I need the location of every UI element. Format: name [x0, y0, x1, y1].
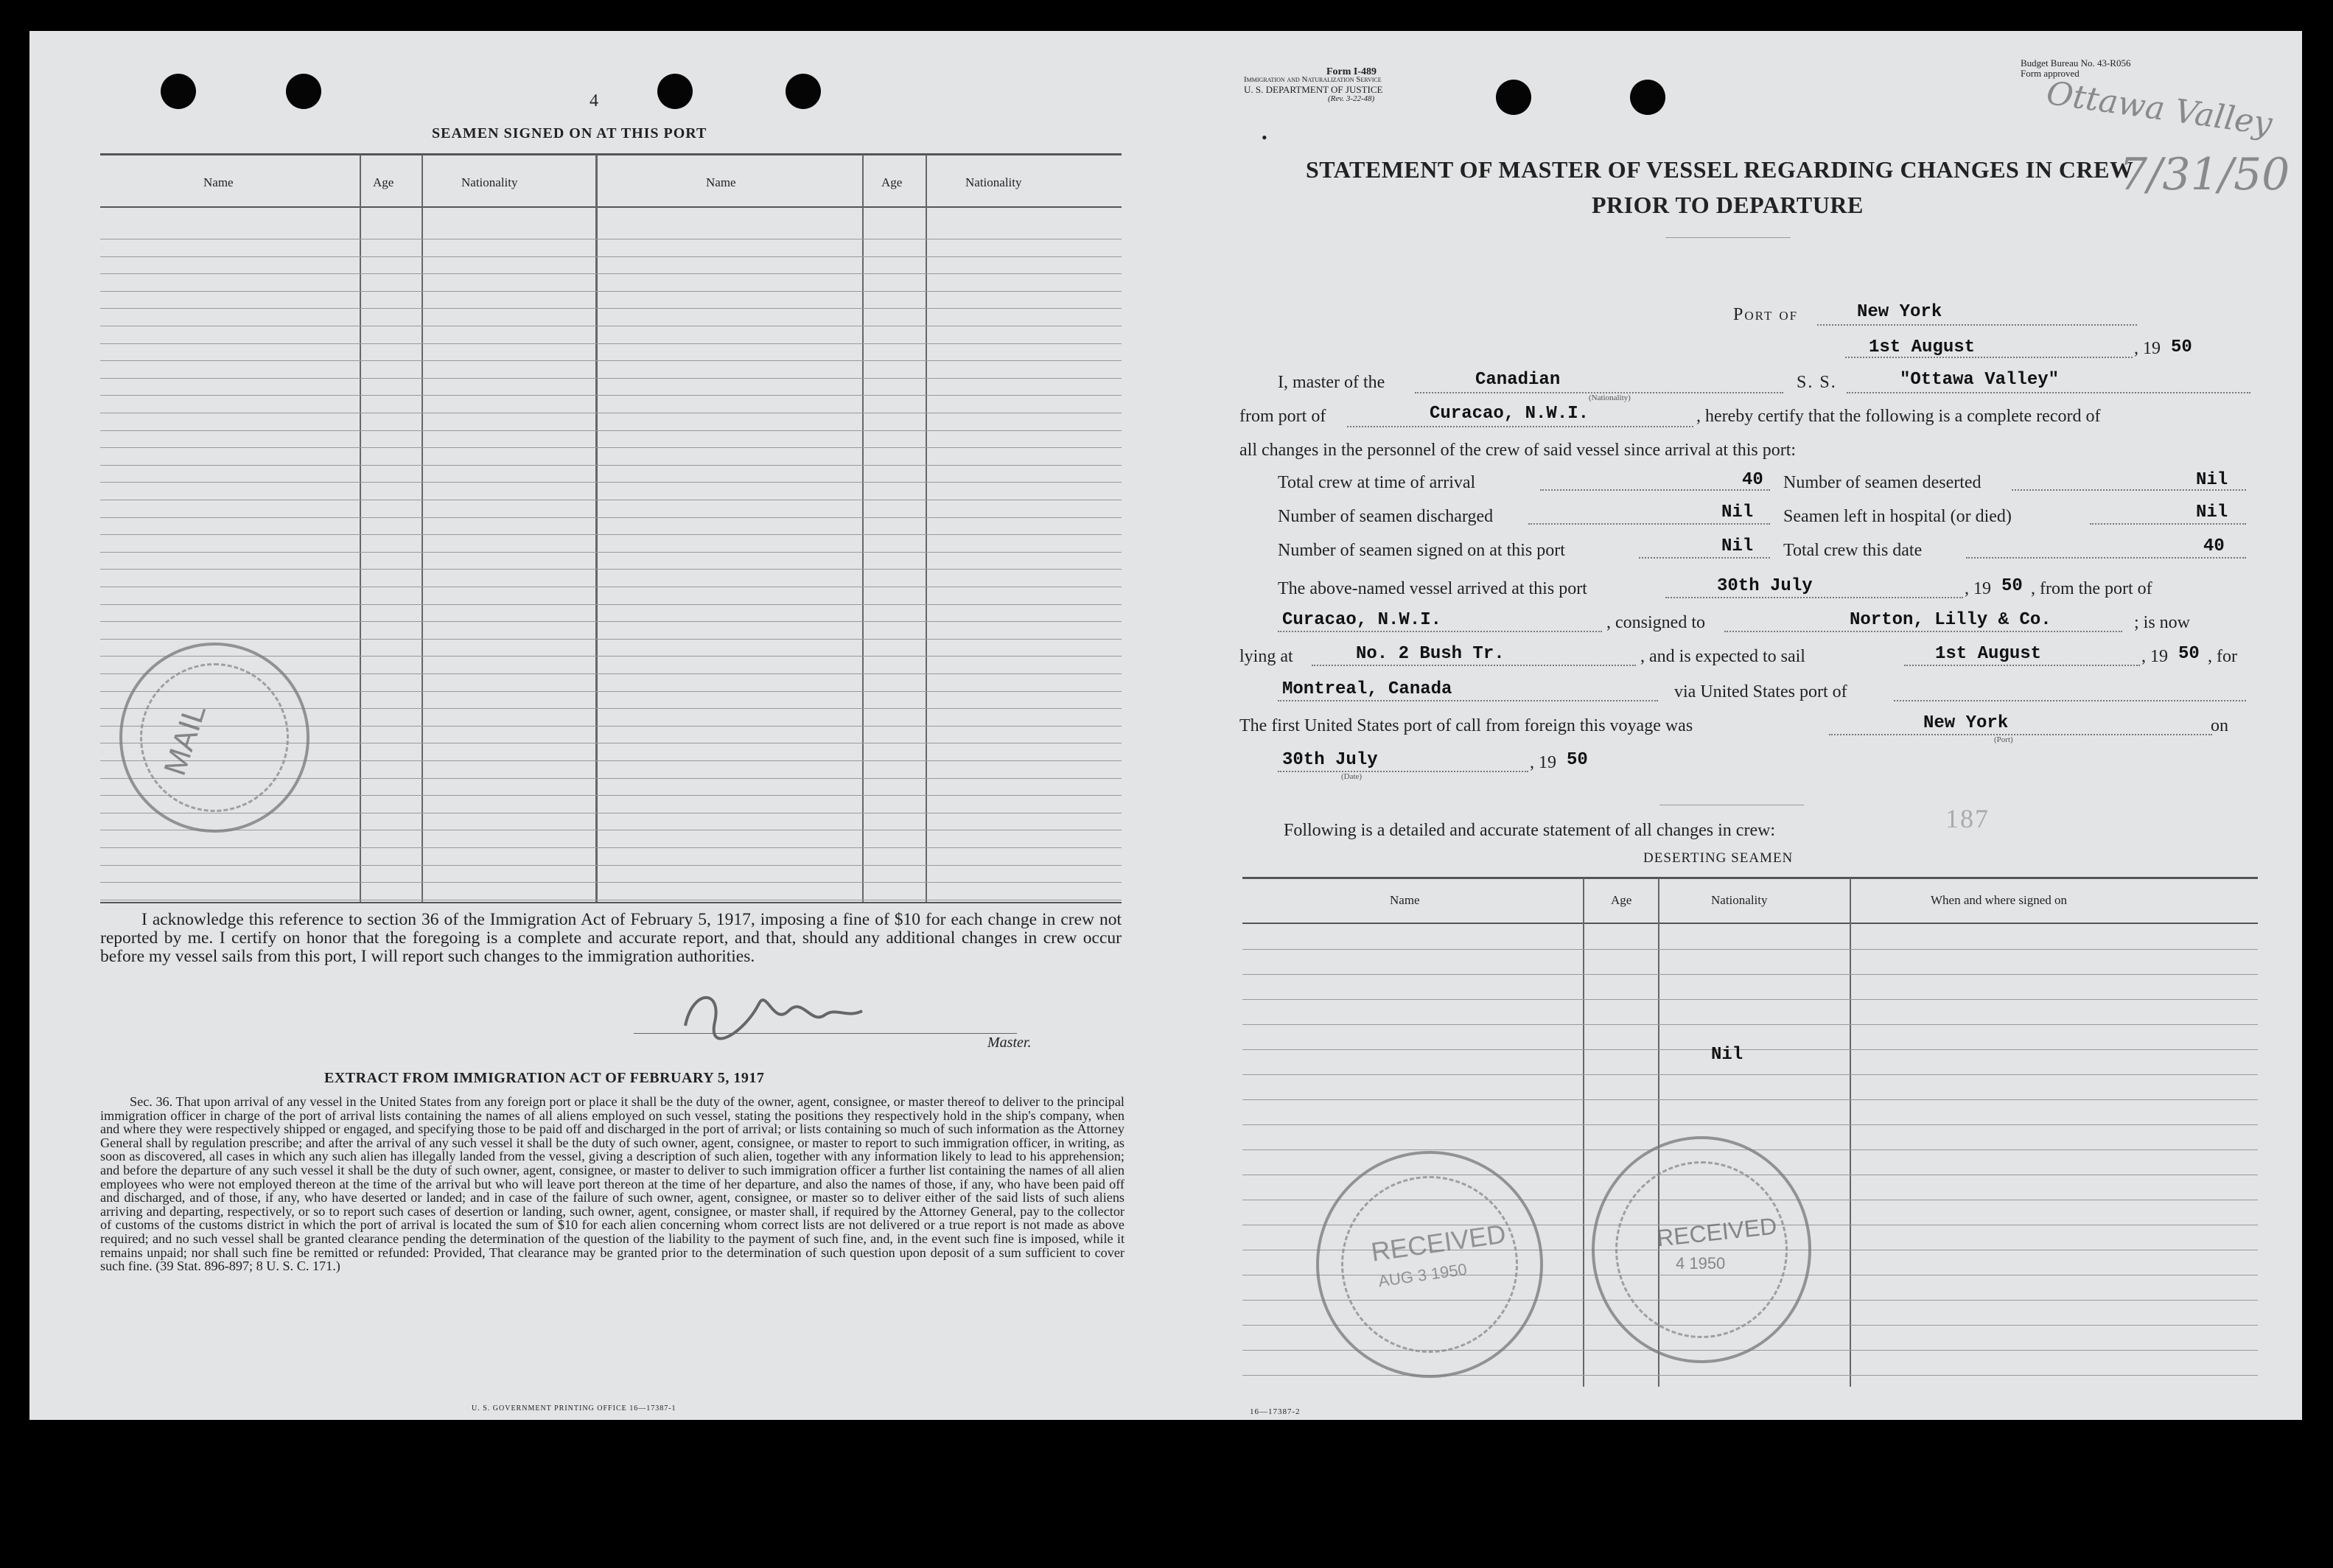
col-header-nationality: Nationality [965, 175, 1022, 189]
sail-date-fill-line [1904, 665, 2140, 666]
deserting-row-line [1242, 1074, 2258, 1075]
certify-text-line2: all changes in the personnel of the crew of said vessel since arrival at this port: [1239, 441, 1797, 460]
arrived-label: The above-named vessel arrived at this port [1278, 579, 1587, 598]
sail-year: 50 [2178, 644, 2200, 664]
mail-stamp [119, 643, 309, 833]
master-label: Master. [987, 1035, 1032, 1051]
form-number: Form I-489 [1326, 66, 1377, 77]
deserting-row-line [1242, 1099, 2258, 1100]
via-port-fill-line [1894, 700, 2246, 701]
page-number: 4 [590, 91, 598, 111]
table-row-line [100, 847, 1122, 848]
from-port-label: from port of [1239, 407, 1326, 426]
seamen-discharged-value: Nil [1721, 503, 1754, 522]
table-row-line [100, 517, 1122, 518]
serial-number: 187 [1945, 804, 1990, 833]
via-label: via United States port of [1674, 682, 1847, 701]
table-row-line [100, 639, 1122, 640]
total-crew-date-label: Total crew this date [1783, 541, 1923, 560]
form-title-line2: PRIOR TO DEPARTURE [1592, 192, 1864, 218]
arrived-year: 50 [2001, 576, 2023, 596]
punch-hole [1496, 80, 1531, 115]
first-port-fill-line [1829, 734, 2212, 735]
deserting-row-line [1242, 974, 2258, 975]
arrived-from-fill-line [1278, 631, 1602, 632]
sail-year-prefix: , 19 [2141, 647, 2168, 666]
punch-hole [786, 74, 821, 109]
table-bottom-rule [100, 902, 1122, 903]
arrived-year-prefix: , 19 [1965, 579, 1991, 598]
dot-leader [1639, 557, 1770, 559]
seamen-deserted-label: Number of seamen deserted [1783, 473, 1982, 492]
from-port-value: Curacao, N.W.I. [1430, 404, 1589, 424]
table-row-line [100, 360, 1122, 361]
punch-hole [286, 74, 321, 109]
table-row-line [100, 447, 1122, 448]
mail-stamp-text: MAIL [157, 699, 213, 780]
deserting-row-line [1242, 1124, 2258, 1125]
table-row-line [100, 395, 1122, 396]
received-stamp-text: RECEIVED [1368, 1218, 1508, 1267]
seamen-discharged-label: Number of seamen discharged [1278, 507, 1494, 526]
table-row-line [100, 343, 1122, 344]
on-label: on [2211, 716, 2228, 735]
is-now-label: ; is now [2134, 613, 2191, 632]
expected-label: , and is expected to sail [1640, 647, 1805, 666]
consignee: Norton, Lilly & Co. [1850, 610, 2052, 630]
document-sheet [29, 31, 2302, 1420]
table-row-line [100, 378, 1122, 379]
extract-text: Sec. 36. That upon arrival of any vessel in the United States from any foreign port or place it shall be the duty of the owner, agent, consignee, or master thereof to deliver to the principal immigration officer in charge of the port of arrival lists containing the names of all aliens employed on such vessel, stating the positions they respectively hold in the ship's company, when and where they were respectively shipped or engaged, and specifying those to be paid off and discharged in the port of arrival; or lists containing so much of such information as the Attorney General shall by regulation prescribe; and after the arrival of any such vessel it shall be the duty of such owner, agent, consignee, or master to report to such immigration officer, in writing, as soon as discovered, all cases in which any such alien has illegally landed from the vessel, giving a description of such alien, together with any information likely to lead to his apprehension; and before the departure of any such vessel it shall be the duty of such owner, agent, consignee, or master to deliver to such immigration officer a further list containing the names of all alien employees who were not employed thereon at the time of the arrival but who will leave port thereon at the time of her departure, and also the names of those, if any, who have been paid off and discharged, and of those, if any, who have deserted or landed; and in case of the failure of such owner, agent, consignee, or master so to deliver either of the said lists of such aliens arriving and departing, respectively, or so to report such cases of desertion or landing, such owner, agent, consignee, or master shall, if required by the Attorney General, pay to the collector of customs of the customs district in which the port of arrival is located the sum of $10 for each alien concerning whom correct lists are not delivered or a true report is not made as above required; and no such vessel shall be granted clearance pending the determination of the question of the liability to the payment of such fine, and, in the event such fine is imposed, while it remains unpaid; nor shall such fine be remitted or refunded: Provided, That clearance may be granted prior to the determination of such question upon deposit of a sum sufficient to cover such fine. (39 Stat. 896-897; 8 U. S. C. 171.) [100, 1094, 1124, 1274]
deserting-nil-value: Nil [1711, 1045, 1743, 1065]
received-stamp-date: AUG 3 1950 [1377, 1259, 1469, 1291]
consigned-label: , consigned to [1606, 613, 1705, 632]
deserting-table-header-rule [1242, 923, 2258, 924]
deserting-col-rule [1850, 878, 1851, 1387]
deserting-table-top [1242, 877, 2258, 879]
handwritten-ship-name: Ottawa Valley [2043, 74, 2275, 144]
arrived-date: 30th July [1717, 576, 1813, 596]
punch-hole [1630, 80, 1665, 115]
date-year-prefix: , 19 [2134, 339, 2161, 358]
master-of-label: I, master of the [1278, 373, 1385, 392]
master-signature-line [634, 1033, 1017, 1034]
gpo-footer: U. S. GOVERNMENT PRINTING OFFICE 16—17387-1 [472, 1404, 676, 1413]
deserting-row-line [1242, 1375, 2258, 1376]
nationality-caption: (Nationality) [1589, 393, 1631, 402]
deserting-row-line [1242, 949, 2258, 950]
port-label: Port of [1733, 305, 1799, 324]
seamen-hospital-value: Nil [2196, 503, 2228, 522]
first-port-date: 30th July [1282, 750, 1378, 770]
table-row-line [100, 273, 1122, 274]
arrived-fill-line [1665, 597, 1963, 598]
destination: Montreal, Canada [1282, 679, 1452, 699]
received-stamp [1316, 1151, 1543, 1378]
table-row-line [100, 291, 1122, 292]
revision-date: (Rev. 3-22-48) [1328, 94, 1375, 103]
arrived-from: Curacao, N.W.I. [1282, 610, 1442, 630]
deserting-title: DESERTING SEAMEN [1643, 850, 1794, 866]
table-row-line [100, 621, 1122, 622]
col-header-nationality: Nationality [461, 175, 518, 189]
date-year-value: 50 [2171, 337, 2192, 357]
punch-hole [161, 74, 196, 109]
table-row-line [100, 882, 1122, 883]
received-stamp-text: RECEIVED [1655, 1212, 1778, 1252]
certify-text: , hereby certify that the following is a complete record of [1696, 407, 2101, 426]
deserting-header-signed-on: When and where signed on [1931, 893, 2068, 907]
section-title: SEAMEN SIGNED ON AT THIS PORT [432, 125, 707, 141]
from-the-port-label: , from the port of [2031, 579, 2152, 598]
agency-line2: U. S. DEPARTMENT OF JUSTICE [1244, 84, 1383, 95]
consignee-fill-line [1724, 631, 2122, 632]
first-port-year-prefix: , 19 [1530, 753, 1556, 772]
table-row-line [100, 534, 1122, 535]
table-row-line [100, 865, 1122, 866]
following-label: Following is a detailed and accurate statement of all changes in crew: [1284, 821, 1776, 840]
dot-leader [1528, 523, 1770, 525]
table-header-rule [100, 206, 1122, 208]
sail-date: 1st August [1935, 644, 2042, 664]
port-value: New York [1857, 302, 1942, 322]
from-port-fill-line [1347, 426, 1693, 427]
dot-leader [1966, 557, 2246, 559]
first-port-label: The first United States port of call from foreign this voyage was [1239, 716, 1693, 735]
deserting-header-nationality: Nationality [1711, 893, 1768, 907]
table-row-line [100, 604, 1122, 605]
table-row-line [100, 482, 1122, 483]
nationality-value: Canadian [1475, 370, 1561, 390]
col-header-age: Age [881, 175, 903, 189]
table-row-line [100, 430, 1122, 431]
agency-line1: Immigration and Naturalization Service [1244, 75, 1382, 84]
signature-scrawl [678, 981, 870, 1040]
seamen-hospital-label: Seamen left in hospital (or died) [1783, 507, 2012, 526]
table-top-rule [100, 153, 1122, 155]
col-header-name: Name [203, 175, 234, 189]
col-header-age: Age [373, 175, 394, 189]
bullet-mark: • [1262, 128, 1267, 147]
total-crew-arrival-label: Total crew at time of arrival [1278, 473, 1476, 492]
table-row-line [100, 552, 1122, 553]
deserting-row-line [1242, 1049, 2258, 1050]
table-row-line [100, 256, 1122, 257]
date-caption: (Date) [1341, 772, 1363, 781]
title-underline [1665, 237, 1791, 238]
table-row-line [100, 308, 1122, 309]
date-value: 1st August [1869, 337, 1976, 357]
received-stamp-date: 4 1950 [1676, 1254, 1726, 1273]
master-signature [678, 981, 870, 1052]
total-crew-arrival-value: 40 [1742, 470, 1763, 490]
table-row-line [100, 465, 1122, 466]
received-stamp [1592, 1136, 1811, 1363]
seamen-signed-on-label: Number of seamen signed on at this port [1278, 541, 1565, 560]
form-approved: Form approved [2021, 68, 2080, 79]
form-title-line1: STATEMENT OF MASTER OF VESSEL REGARDING CHANGES IN CREW [1306, 156, 2134, 183]
punch-hole [657, 74, 693, 109]
port-caption: (Port) [1994, 735, 2013, 744]
deserting-header-age: Age [1611, 893, 1632, 907]
lying-at-label: lying at [1239, 647, 1293, 666]
seamen-signed-on-value: Nil [1721, 536, 1754, 556]
for-label: , for [2208, 647, 2237, 666]
extract-title: EXTRACT FROM IMMIGRATION ACT OF FEBRUARY 5, 1917 [324, 1070, 765, 1086]
first-port-year: 50 [1567, 750, 1588, 770]
ss-label: S. S. [1797, 373, 1837, 392]
deserting-row-line [1242, 1024, 2258, 1025]
lying-at-fill-line [1312, 665, 1636, 666]
footer-code: 16—17387-2 [1250, 1407, 1301, 1416]
dot-leader [2090, 523, 2246, 525]
col-header-name: Name [706, 175, 736, 189]
budget-bureau-number: Budget Bureau No. 43-R056 [2021, 57, 2131, 69]
deserting-row-line [1242, 999, 2258, 1000]
deserting-header-name: Name [1390, 893, 1420, 907]
first-port-date-fill-line [1278, 771, 1528, 772]
seamen-deserted-value: Nil [2196, 470, 2228, 490]
first-port: New York [1923, 713, 2009, 733]
dot-leader [1540, 489, 1770, 491]
total-crew-date-value: 40 [2203, 536, 2225, 556]
acknowledgment-text: I acknowledge this reference to section 36 of the Immigration Act of February 5, 1917, imposing a fine of $10 for each change in crew not reported by me. I certify on honor that the foregoing is a complete and accurate report, and that, should any additional changes in crew occur before my vessel sails from this port, I will report such changes to the immigration authorities. [100, 910, 1122, 966]
lying-at: No. 2 Bush Tr. [1356, 644, 1505, 664]
handwritten-date: 7/31/50 [2119, 149, 2290, 200]
ship-fill-line [1847, 392, 2250, 393]
port-fill-line [1817, 324, 2137, 326]
ship-name-value: "Ottawa Valley" [1900, 370, 2060, 390]
destination-fill-line [1278, 700, 1658, 701]
deserting-col-rule [1583, 878, 1584, 1387]
table-row-line [100, 569, 1122, 570]
